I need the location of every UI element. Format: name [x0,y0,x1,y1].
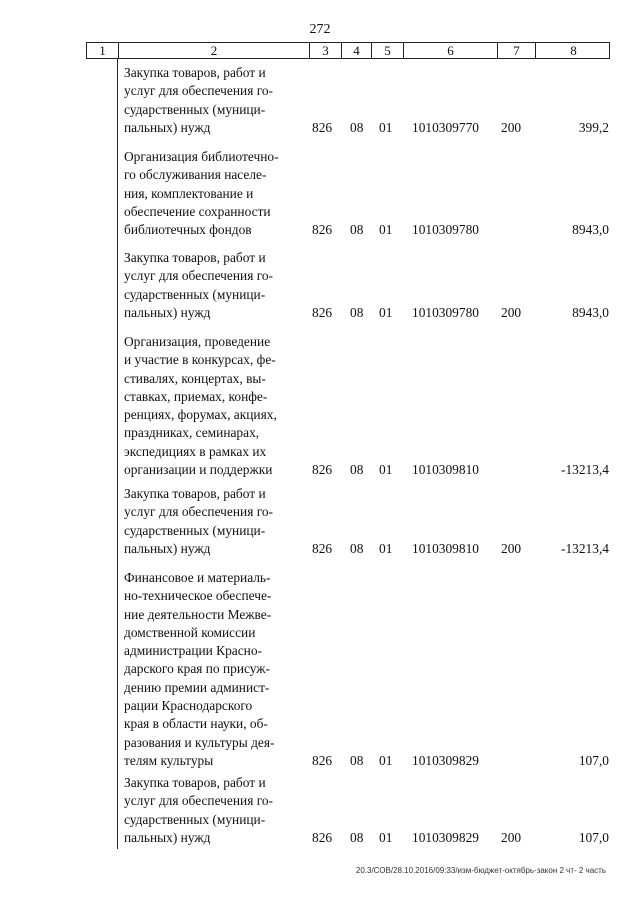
row-cell-c3: 826 [312,222,333,238]
description-line: пальных) нужд [124,119,211,135]
description-line: Организация библиотечно- [124,149,279,164]
row-cell-c5: 01 [379,304,393,320]
description-line: рации Краснодарского [124,698,253,714]
row-cell-c4: 08 [350,540,364,556]
description-line: Организация, проведение [124,334,271,349]
description-line: сударственных (муници- [124,286,266,302]
description-line: но-техническое обеспече- [124,588,272,604]
row-cell-c8: -13213,4 [561,540,609,556]
row-cell-c3: 826 [312,462,333,478]
row-cell-c4: 08 [350,462,364,478]
header-col-3: 3 [309,43,341,58]
description-line: ренциях, форумах, акциях, [124,407,277,423]
row-cell-c6: 1010309810 [412,462,479,478]
row-cell-c8: -13213,4 [561,462,609,478]
description-line: Финансовое и материаль- [124,570,271,585]
row-cell-c4: 08 [350,304,364,320]
row-description [124,485,302,558]
header-col-1: 1 [99,43,106,58]
row-cell-c5: 01 [379,462,393,478]
description-line: ставках, приемах, конфе- [124,388,268,404]
description-line: услуг для обеспечения го- [124,268,274,284]
description-line: телям культуры [124,752,214,768]
row-cell-c4: 08 [350,753,364,768]
header-col-2: 2 [118,43,309,58]
description-line: обеспечение сохранности [124,203,271,219]
row-cell-c5: 01 [379,119,393,135]
description-line: пальных) нужд [124,829,211,845]
row-cell-c7: 200 [501,540,522,556]
row-cell-c5: 01 [379,540,393,556]
row-cell-c7: 200 [501,304,522,320]
row-description [124,64,302,137]
description-line: ние деятельности Межве- [124,606,272,622]
header-col-6: 6 [403,43,497,58]
row-cell-c6: 1010309829 [412,753,479,768]
row-description [124,148,302,239]
row-cell-c3: 826 [312,829,333,845]
row-cell-c6: 1010309770 [412,119,479,135]
row-cell-c6: 1010309810 [412,540,479,556]
header-col-7: 7 [497,43,535,58]
description-line: пальных) нужд [124,304,211,320]
row-cell-c6: 1010309780 [412,304,479,320]
row-cell-c5: 01 [379,829,393,845]
row-cell-c4: 08 [350,119,364,135]
description-line: стивалях, концертах, вы- [124,370,266,386]
row-cell-c7: 200 [501,119,522,135]
description-line: услуг для обеспечения го- [124,504,274,520]
description-line: сударственных (муници- [124,101,266,117]
row-description [124,249,302,322]
description-line: дарского края по присуж- [124,661,271,677]
row-description [124,333,302,479]
row-cell-c3: 826 [312,753,333,768]
row-cell-c3: 826 [312,119,333,135]
description-line: и участие в конкурсах, фе- [124,352,276,368]
description-line: домственной комиссии [124,624,256,640]
row-description [124,569,302,770]
row-cell-c6: 1010309780 [412,222,479,238]
description-line: библиотечных фондов [124,222,252,238]
row-cell-c3: 826 [312,304,333,320]
description-line: организации и поддержки [124,462,273,478]
row-cell-c4: 08 [350,829,364,845]
row-cell-c4: 08 [350,222,364,238]
row-cell-c8: 8943,0 [572,222,609,238]
description-line: Закупка товаров, работ и [124,486,266,501]
row-cell-c5: 01 [379,753,393,768]
row-cell-c3: 826 [312,540,333,556]
description-line: услуг для обеспечения го- [124,83,274,99]
header-col-4: 4 [341,43,371,58]
row-cell-c8: 107,0 [578,829,609,845]
description-line: услуг для обеспечения го- [124,793,274,809]
table-header [86,42,610,59]
description-line: праздниках, семинарах, [124,425,260,441]
description-line: Закупка товаров, работ и [124,250,266,265]
page-number: 272 [309,22,331,37]
description-line: сударственных (муници- [124,811,266,827]
row-cell-c5: 01 [379,222,393,238]
description-line: экспедициях в рамках их [124,443,267,459]
row-description [124,774,302,847]
description-line: го обслуживания населе- [124,167,267,183]
description-line: Закупка товаров, работ и [124,65,266,80]
description-line: сударственных (муници- [124,522,266,538]
row-cell-c6: 1010309829 [412,829,479,845]
description-line: администрации Красно- [124,643,263,659]
row-cell-c8: 107,0 [578,753,609,768]
row-cell-c8: 399,2 [578,119,609,135]
header-col-5: 5 [371,43,403,58]
description-line: разования и культуры дея- [124,734,275,750]
description-line: ния, комплектование и [124,185,254,201]
description-line: пальных) нужд [124,540,211,556]
row-cell-c8: 8943,0 [572,304,609,320]
description-line: Закупка товаров, работ и [124,775,266,790]
description-line: края в области науки, об- [124,716,268,732]
header-col-8: 8 [535,43,611,58]
row-cell-c7: 200 [501,829,522,845]
description-line: дению премии админист- [124,679,270,695]
footer-document-id: 20.3/СОВ/28.10.2016/09:33/изм-бюджет-октябрь-закон 2 чт- 2 часть [355,866,606,875]
table-border-left [117,59,118,849]
